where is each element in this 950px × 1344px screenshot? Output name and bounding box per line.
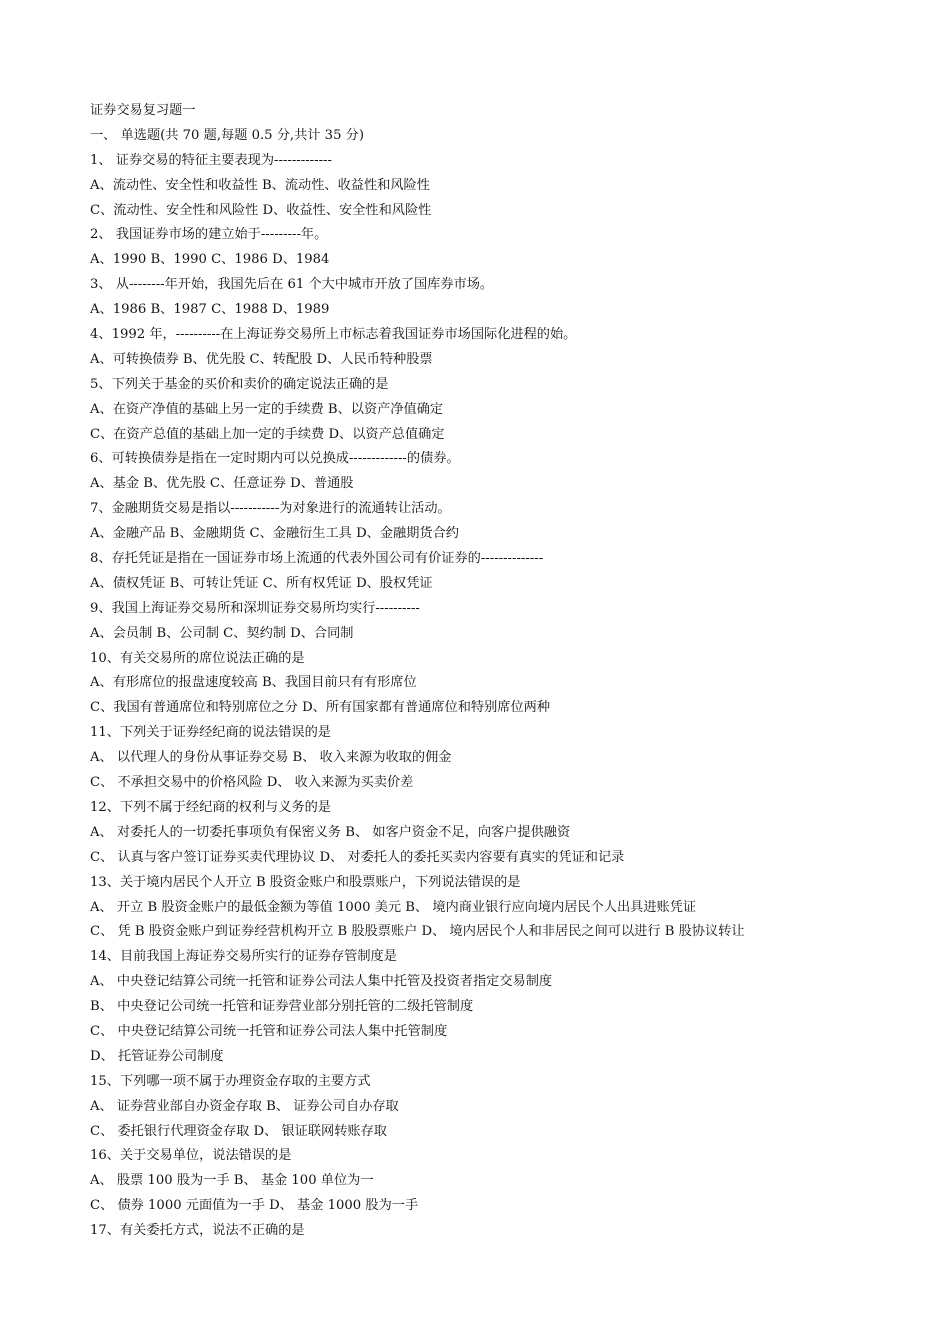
question-8-options: A、债权凭证 B、可转让凭证 C、所有权凭证 D、股权凭证 (90, 575, 433, 591)
question-13-options-cd: C、 凭 B 股资金账户到证券经营机构开立 B 股股票账户 D、 境内居民个人和非居民之间可以进行 B 股协议转让 (90, 924, 745, 940)
question-5: 5、下列关于基金的买价和卖价的确定说法正确的是 (90, 376, 389, 392)
question-9: 9、我国上海证券交易所和深圳证券交易所均实行---------- (90, 600, 420, 616)
question-11: 11、下列关于证券经纪商的说法错误的是 (90, 725, 331, 741)
question-3: 3、 从--------年开始，我国先后在 61 个大中城市开放了国库券市场。 (90, 277, 494, 293)
question-16-options-ab: A、 股票 100 股为一手 B、 基金 100 单位为一 (90, 1173, 374, 1189)
question-2: 2、 我国证券市场的建立始于---------年。 (90, 227, 328, 243)
document-body (90, 99, 910, 1244)
question-15-options-ab: A、 证券营业部自办资金存取 B、 证券公司自办存取 (90, 1098, 399, 1114)
question-16-options-cd: C、 债券 1000 元面值为一手 D、 基金 1000 股为一手 (90, 1198, 419, 1214)
question-9-options: A、会员制 B、公司制 C、契约制 D、合同制 (90, 625, 354, 641)
question-12: 12、下列不属于经纪商的权利与义务的是 (90, 799, 331, 815)
question-4: 4、1992 年，----------在上海证券交易所上市标志着我国证券市场国际化进程的始。 (90, 327, 577, 343)
question-10-options-ab: A、有形席位的报盘速度较高 B、我国目前只有有形席位 (90, 675, 417, 691)
question-6: 6、可转换债券是指在一定时期内可以兑换成-------------的债券。 (90, 451, 460, 467)
question-6-options: A、基金 B、优先股 C、任意证券 D、普通股 (90, 476, 354, 492)
question-10: 10、有关交易所的席位说法正确的是 (90, 650, 305, 666)
question-1-options-ab: A、流动性、安全性和收益性 B、流动性、收益性和风险性 (90, 177, 430, 193)
question-16: 16、关于交易单位，说法错误的是 (90, 1148, 292, 1164)
question-7: 7、金融期货交易是指以-----------为对象进行的流通转让活动。 (90, 501, 451, 517)
question-13: 13、关于境内居民个人开立 B 股资金账户和股票账户，下列说法错误的是 (90, 874, 521, 890)
question-7-options: A、金融产品 B、金融期货 C、金融衍生工具 D、金融期货合约 (90, 526, 459, 542)
question-17: 17、有关委托方式，说法不正确的是 (90, 1223, 305, 1239)
question-5-options-ab: A、在资产净值的基础上另一定的手续费 B、以资产净值确定 (90, 401, 444, 417)
question-15: 15、下列哪一项不属于办理资金存取的主要方式 (90, 1073, 371, 1089)
question-12-options-cd: C、 认真与客户签订证券买卖代理协议 D、 对委托人的委托买卖内容要有真实的凭证和记录 (90, 849, 625, 865)
question-14-option-a: A、 中央登记结算公司统一托管和证券公司法人集中托管及投资者指定交易制度 (90, 974, 553, 990)
question-14-option-b: B、 中央登记公司统一托管和证券营业部分别托管的二级托管制度 (90, 999, 474, 1015)
question-12-options-ab: A、 对委托人的一切委托事项负有保密义务 B、 如客户资金不足，向客户提供融资 (90, 824, 571, 840)
question-10-options-cd: C、我国有普通席位和特别席位之分 D、所有国家都有普通席位和特别席位两种 (90, 700, 551, 716)
document-title: 证券交易复习题一 (90, 103, 196, 118)
question-8: 8、存托凭证是指在一国证券市场上流通的代表外国公司有价证券的-------------- (90, 551, 544, 567)
question-4-options: A、可转换债券 B、优先股 C、转配股 D、人民币特种股票 (90, 351, 433, 367)
question-14-option-c: C、 中央登记结算公司统一托管和证券公司法人集中托管制度 (90, 1023, 448, 1039)
question-11-options-ab: A、 以代理人的身份从事证券交易 B、 收入来源为收取的佣金 (90, 750, 452, 766)
question-2-options: A、1990 B、1990 C、1986 D、1984 (90, 252, 330, 268)
question-1: 1、 证券交易的特征主要表现为------------- (90, 152, 332, 168)
question-3-options: A、1986 B、1987 C、1988 D、1989 (90, 302, 330, 318)
question-5-options-cd: C、在资产总值的基础上加一定的手续费 D、以资产总值确定 (90, 426, 445, 442)
question-14-option-d: D、 托管证券公司制度 (90, 1048, 224, 1064)
section-heading: 一、 单选题(共 70 题,每题 0.5 分,共计 35 分) (90, 127, 364, 143)
question-15-options-cd: C、 委托银行代理资金存取 D、 银证联网转账存取 (90, 1123, 387, 1139)
question-13-options-ab: A、 开立 B 股资金账户的最低金额为等值 1000 美元 B、 境内商业银行应向境内居民个人出具进账凭证 (90, 899, 697, 915)
question-11-options-cd: C、 不承担交易中的价格风险 D、 收入来源为买卖价差 (90, 775, 414, 791)
question-1-options-cd: C、流动性、安全性和风险性 D、收益性、安全性和风险性 (90, 202, 432, 218)
question-14: 14、目前我国上海证券交易所实行的证券存管制度是 (90, 949, 397, 965)
